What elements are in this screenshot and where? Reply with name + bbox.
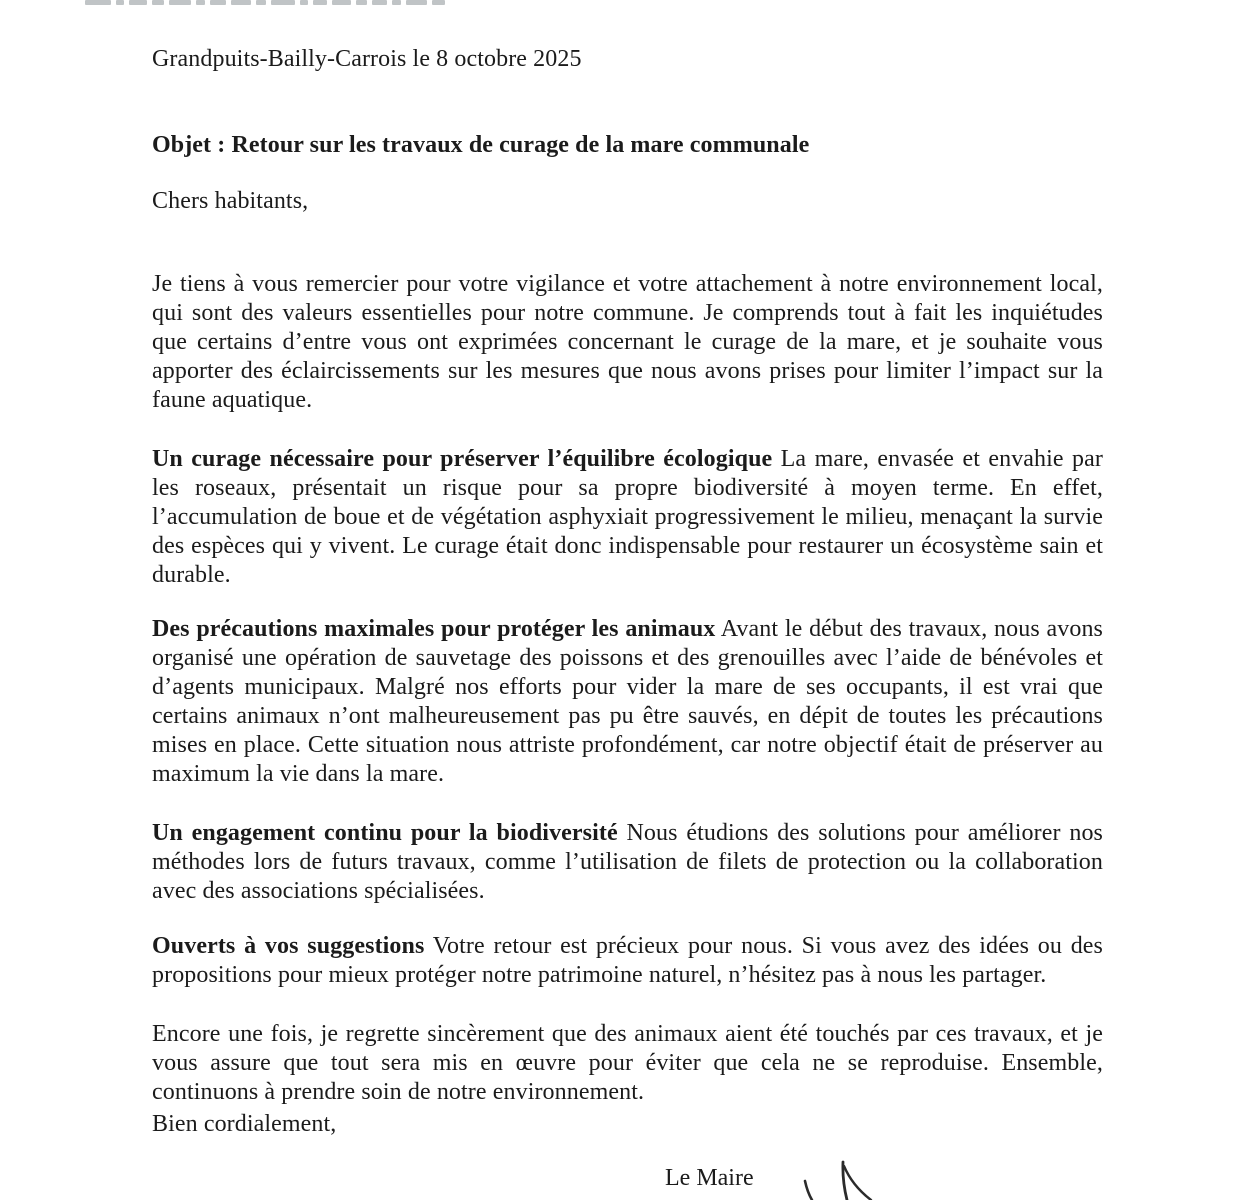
paragraph-6-text: Encore une fois, je regrette sincèrement que des animaux aient été touchés par ces travaux, et je vous assure que tout sera mis en œuvre pour éviter que cela ne se reproduise. Ensemble, continuons à prendre soin de notre environnement. <box>152 1021 1103 1105</box>
letter-paragraph-5 <box>152 932 1103 990</box>
letter-date-line: Grandpuits-Bailly-Carrois le 8 octobre 2025 <box>152 46 582 72</box>
paragraph-5-text: Votre retour est précieux pour nous. Si vous avez des idées ou des propositions pour mieux protéger notre patrimoine naturel, n’hésitez pas à nous les partager. <box>152 933 1103 988</box>
letter-paragraph-1 <box>152 270 1103 415</box>
paragraph-3-lead: Des précautions maximales pour protéger les animaux <box>152 616 716 642</box>
paragraph-3-text: Avant le début des travaux, nous avons organisé une opération de sauvetage des poissons et des grenouilles avec l’aide de bénévoles et d’agents municipaux. Malgré nos efforts pour vider la mare de ses occupants, il est vrai que certains animaux n’ont malheureusement pas pu être sauvés, en dépit de toutes les précautions mises en place. Cette situation nous attriste profondément, car notre objectif était de préserver au maximum la vie dans la mare. <box>152 616 1103 787</box>
letter-paragraph-2 <box>152 445 1103 590</box>
paragraph-1-text: Je tiens à vous remercier pour votre vigilance et votre attachement à notre environnement local, qui sont des valeurs essentielles pour notre commune. Je comprends tout à fait les inquiétudes que certains d’entre vous ont exprimées concernant le curage de la mare, et je souhaite vous apporter des éclaircissements sur les mesures que nous avons prises pour limiter l’impact sur la faune aquatique. <box>152 271 1103 413</box>
signer-title: Le Maire <box>665 1165 754 1191</box>
letter-paragraph-6 <box>152 1020 1103 1107</box>
letter-subject-line: Objet : Retour sur les travaux de curage de la mare communale <box>152 132 810 158</box>
paragraph-4-text: Nous étudions des solutions pour améliorer nos méthodes lors de futurs travaux, comme l’utilisation de filets de protection ou la collaboration avec des associations spécialisées. <box>152 820 1103 904</box>
paragraph-2-lead: Un curage nécessaire pour préserver l’équilibre écologique <box>152 446 773 472</box>
clipped-scan-text-artifact <box>85 0 445 7</box>
letter-paragraph-3 <box>152 615 1103 789</box>
letter-paragraph-4 <box>152 819 1103 906</box>
letter-closing: Bien cordialement, <box>152 1111 337 1137</box>
letter-salutation: Chers habitants, <box>152 188 309 214</box>
paragraph-5-lead: Ouverts à vos suggestions <box>152 933 425 959</box>
handwritten-signature <box>793 1148 888 1200</box>
paragraph-4-lead: Un engagement continu pour la biodiversité <box>152 820 618 846</box>
paragraph-2-text: La mare, envasée et envahie par les roseaux, présentait un risque pour sa propre biodiversité à moyen terme. En effet, l’accumulation de boue et de végétation asphyxiait progressivement le milieu, menaçant la survie des espèces qui y vivent. Le curage était donc indispensable pour restaurer un écosystème sain et durable. <box>152 446 1103 588</box>
